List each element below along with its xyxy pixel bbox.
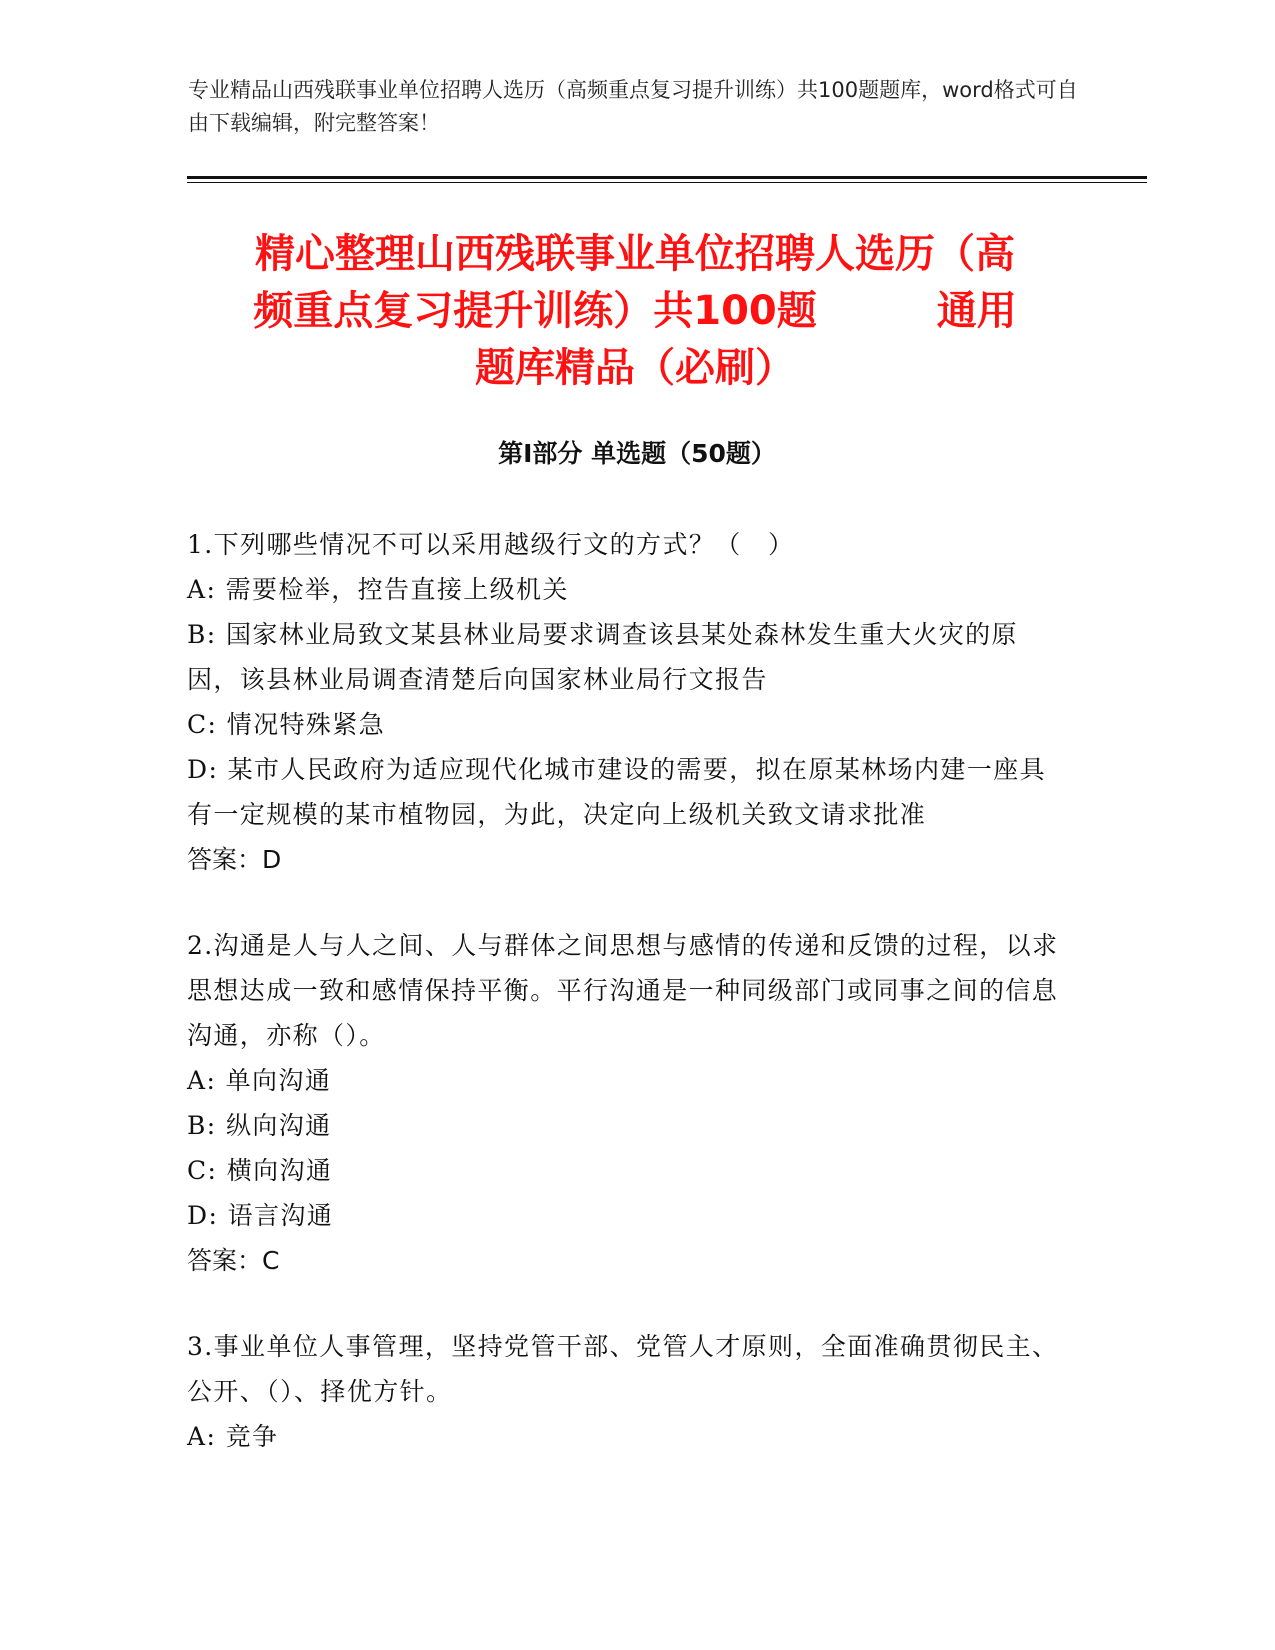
header-divider-thick xyxy=(187,176,1147,179)
question-stem: 1.下列哪些情况不可以采用越级行文的方式？（ ） xyxy=(187,530,795,559)
option-d: D: 语言沟通 xyxy=(187,1201,334,1230)
header-divider-thin xyxy=(187,182,1147,183)
document-title xyxy=(195,226,1075,397)
title-line-1: 精心整理山西残联事业单位招聘人选历（高 xyxy=(255,231,1015,277)
answer: 答案：D xyxy=(187,845,282,874)
option-a: A: 竞争 xyxy=(187,1422,279,1451)
header-note: 专业精品山西残联事业单位招聘人选历（高频重点复习提升训练）共100题题库，word格式可自由下载编辑，附完整答案！ xyxy=(188,78,1078,135)
section-title: 第Ⅰ部分 单选题（50题） xyxy=(498,439,776,468)
question-stem: 2.沟通是人与人之间、人与群体之间思想与感情的传递和反馈的过程，以求思想达成一致和感情保持平衡。平行沟通是一种同级部门或同事之间的信息沟通，亦称（）。 xyxy=(187,931,1059,1050)
option-b: B: 国家林业局致文某县林业局要求调查该县某处森林发生重大火灾的原因，该县林业局调查清楚后向国家林业局行文报告 xyxy=(187,620,1018,694)
title-line-3: 题库精品（必刷） xyxy=(475,345,795,391)
option-b: B: 纵向沟通 xyxy=(187,1111,332,1140)
title-line-2: 频重点复习提升训练）共100题 通用 xyxy=(253,288,1017,334)
question-list xyxy=(187,522,1067,1500)
question-3 xyxy=(187,1324,1067,1459)
option-d: D: 某市人民政府为适应现代化城市建设的需要，拟在原某林场内建一座具有一定规模的某市植物园，为此，决定向上级机关致文请求批准 xyxy=(187,755,1047,829)
option-c: C: 情况特殊紧急 xyxy=(187,710,386,739)
question-stem: 3.事业单位人事管理，坚持党管干部、党管人才原则，全面准确贯彻民主、公开、（）、择优方针。 xyxy=(187,1332,1059,1406)
question-2 xyxy=(187,923,1067,1283)
option-a: A: 单向沟通 xyxy=(187,1066,332,1095)
question-1 xyxy=(187,522,1067,882)
option-a: A: 需要检举，控告直接上级机关 xyxy=(187,575,569,604)
answer: 答案：C xyxy=(187,1246,280,1275)
option-c: C: 横向沟通 xyxy=(187,1156,333,1185)
